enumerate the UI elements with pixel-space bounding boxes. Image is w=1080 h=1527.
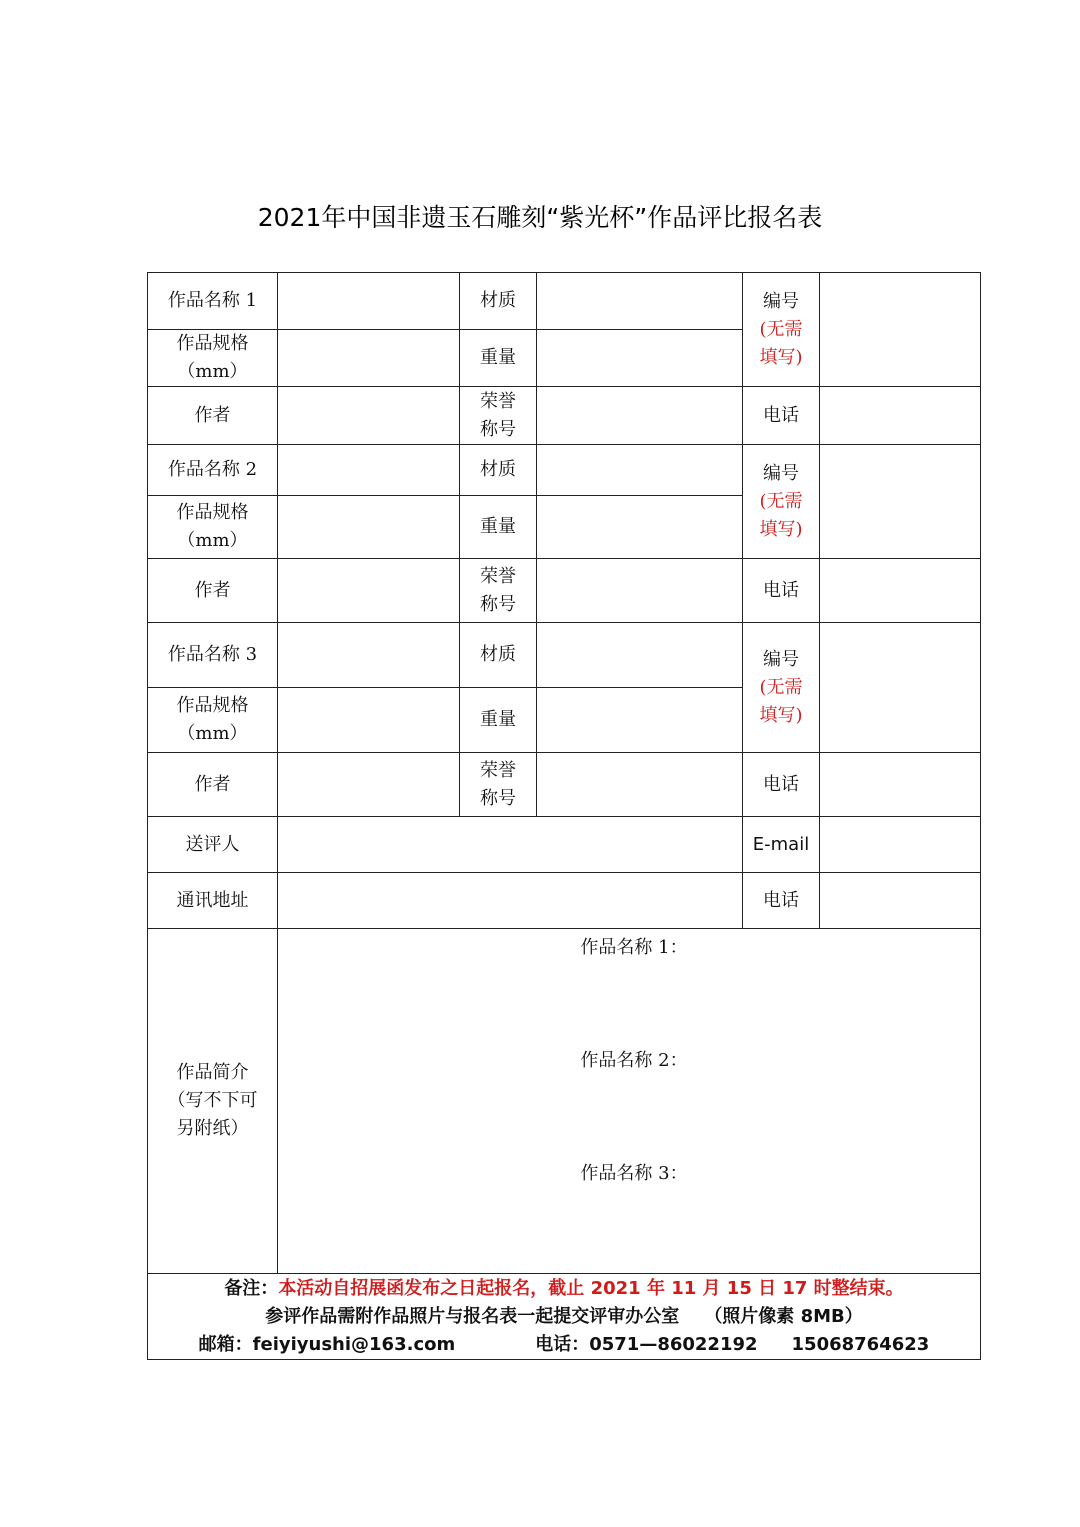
spec-label: 作品规格: [176, 695, 249, 716]
no-fill-note-2: 填写): [759, 346, 803, 368]
weight-label: 重量: [460, 496, 537, 559]
author-field[interactable]: [278, 387, 460, 445]
remark-phone-1: 0571—86022192: [589, 1333, 758, 1355]
remark-cell: [148, 1274, 981, 1360]
intro-item-1: 作品名称 1：: [580, 936, 688, 958]
registration-form-table: [147, 272, 981, 1360]
honor-label-cell: [460, 559, 537, 623]
remark-phone-label: 电话：: [535, 1333, 590, 1355]
spec-field[interactable]: [278, 330, 460, 387]
number-label: 编号: [763, 462, 799, 484]
spec-field[interactable]: [278, 496, 460, 559]
remark-prefix: 备注：: [224, 1277, 279, 1299]
honor-label: 荣誉: [480, 565, 516, 587]
author-label: 作者: [148, 559, 278, 623]
material-field[interactable]: [537, 273, 743, 330]
honor-label-2: 称号: [480, 593, 516, 615]
address-field[interactable]: [278, 873, 743, 929]
submitter-field[interactable]: [278, 817, 743, 873]
submitter-row: [148, 817, 981, 873]
address-phone-label: 电话: [743, 873, 820, 929]
spec-label: 作品规格: [176, 502, 249, 523]
remark-line-1: [148, 1275, 980, 1303]
material-label: 材质: [460, 623, 537, 688]
no-fill-note: (无需: [759, 676, 803, 698]
number-label-cell: [743, 445, 820, 559]
number-label: 编号: [763, 290, 799, 312]
material-label: 材质: [460, 273, 537, 330]
work-1-row-name: [148, 273, 981, 330]
spec-label-cell: [148, 688, 278, 753]
weight-label: 重量: [460, 330, 537, 387]
intro-label-2: （写不下可: [167, 1090, 258, 1111]
intro-item-2: 作品名称 2：: [580, 1049, 688, 1071]
honor-field[interactable]: [537, 559, 743, 623]
intro-label-cell: [148, 929, 278, 1274]
work-name-field[interactable]: [278, 623, 460, 688]
page-title: 2021年中国非遗玉石雕刻“紫光杯”作品评比报名表: [257, 203, 823, 232]
phone-label: 电话: [743, 753, 820, 817]
intro-field[interactable]: [278, 929, 981, 1274]
intro-label: 作品简介: [176, 1062, 249, 1083]
honor-field[interactable]: [537, 753, 743, 817]
number-label-cell: [743, 273, 820, 387]
phone-label: 电话: [743, 387, 820, 445]
work-name-field[interactable]: [278, 445, 460, 496]
honor-label-2: 称号: [480, 418, 516, 440]
phone-field[interactable]: [820, 753, 981, 817]
number-label-cell: [743, 623, 820, 753]
remark-photo-note: 参评作品需附作品照片与报名表一起提交评审办公室: [265, 1305, 680, 1327]
author-field[interactable]: [278, 753, 460, 817]
intro-label-3: 另附纸）: [176, 1118, 249, 1139]
spec-label-cell: [148, 330, 278, 387]
work-name-label: 作品名称 2: [148, 445, 278, 496]
no-fill-note-2: 填写): [759, 518, 803, 540]
address-phone-field[interactable]: [820, 873, 981, 929]
weight-field[interactable]: [537, 688, 743, 753]
remark-email-label: 邮箱：: [198, 1333, 253, 1355]
material-label: 材质: [460, 445, 537, 496]
no-fill-note: (无需: [759, 490, 803, 512]
phone-field[interactable]: [820, 387, 981, 445]
author-label: 作者: [148, 753, 278, 817]
work-2-row-name: [148, 445, 981, 496]
submitter-label: 送评人: [148, 817, 278, 873]
address-row: [148, 873, 981, 929]
spec-unit: （mm）: [177, 723, 248, 744]
work-1-row-author: [148, 387, 981, 445]
spec-label-cell: [148, 496, 278, 559]
phone-label: 电话: [743, 559, 820, 623]
work-name-label: 作品名称 1: [148, 273, 278, 330]
no-fill-note-2: 填写): [759, 704, 803, 726]
remark-line-3: [148, 1331, 980, 1359]
no-fill-note: (无需: [759, 318, 803, 340]
number-field[interactable]: [820, 623, 981, 753]
weight-field[interactable]: [537, 496, 743, 559]
honor-label-cell: [460, 753, 537, 817]
remark-email[interactable]: feiyiyushi@163.com: [252, 1333, 456, 1355]
honor-label: 荣誉: [480, 759, 516, 781]
honor-label: 荣誉: [480, 390, 516, 412]
honor-field[interactable]: [537, 387, 743, 445]
work-name-field[interactable]: [278, 273, 460, 330]
remark-phone-2: 15068764623: [791, 1333, 930, 1355]
intro-item-3: 作品名称 3：: [580, 1162, 688, 1184]
remark-row: [148, 1274, 981, 1360]
honor-label-cell: [460, 387, 537, 445]
spec-label: 作品规格: [176, 333, 249, 354]
address-label: 通讯地址: [148, 873, 278, 929]
work-name-label: 作品名称 3: [148, 623, 278, 688]
weight-label: 重量: [460, 688, 537, 753]
work-3-row-name: [148, 623, 981, 688]
spec-field[interactable]: [278, 688, 460, 753]
remark-photo-size: （照片像素 8MB）: [704, 1305, 863, 1327]
email-label: E-mail: [743, 817, 820, 873]
material-field[interactable]: [537, 623, 743, 688]
phone-field[interactable]: [820, 559, 981, 623]
number-field[interactable]: [820, 273, 981, 387]
author-field[interactable]: [278, 559, 460, 623]
spec-unit: （mm）: [177, 530, 248, 551]
honor-label-2: 称号: [480, 787, 516, 809]
weight-field[interactable]: [537, 330, 743, 387]
number-label: 编号: [763, 648, 799, 670]
number-field[interactable]: [820, 445, 981, 559]
email-field[interactable]: [820, 817, 981, 873]
remark-deadline: 本活动自招展函发布之日起报名，截止 2021 年 11 月 15 日 17 时整结束。: [278, 1277, 904, 1299]
spec-unit: （mm）: [177, 361, 248, 382]
intro-row: [148, 929, 981, 1274]
author-label: 作者: [148, 387, 278, 445]
work-3-row-author: [148, 753, 981, 817]
work-2-row-author: [148, 559, 981, 623]
material-field[interactable]: [537, 445, 743, 496]
remark-line-2: [148, 1303, 980, 1331]
